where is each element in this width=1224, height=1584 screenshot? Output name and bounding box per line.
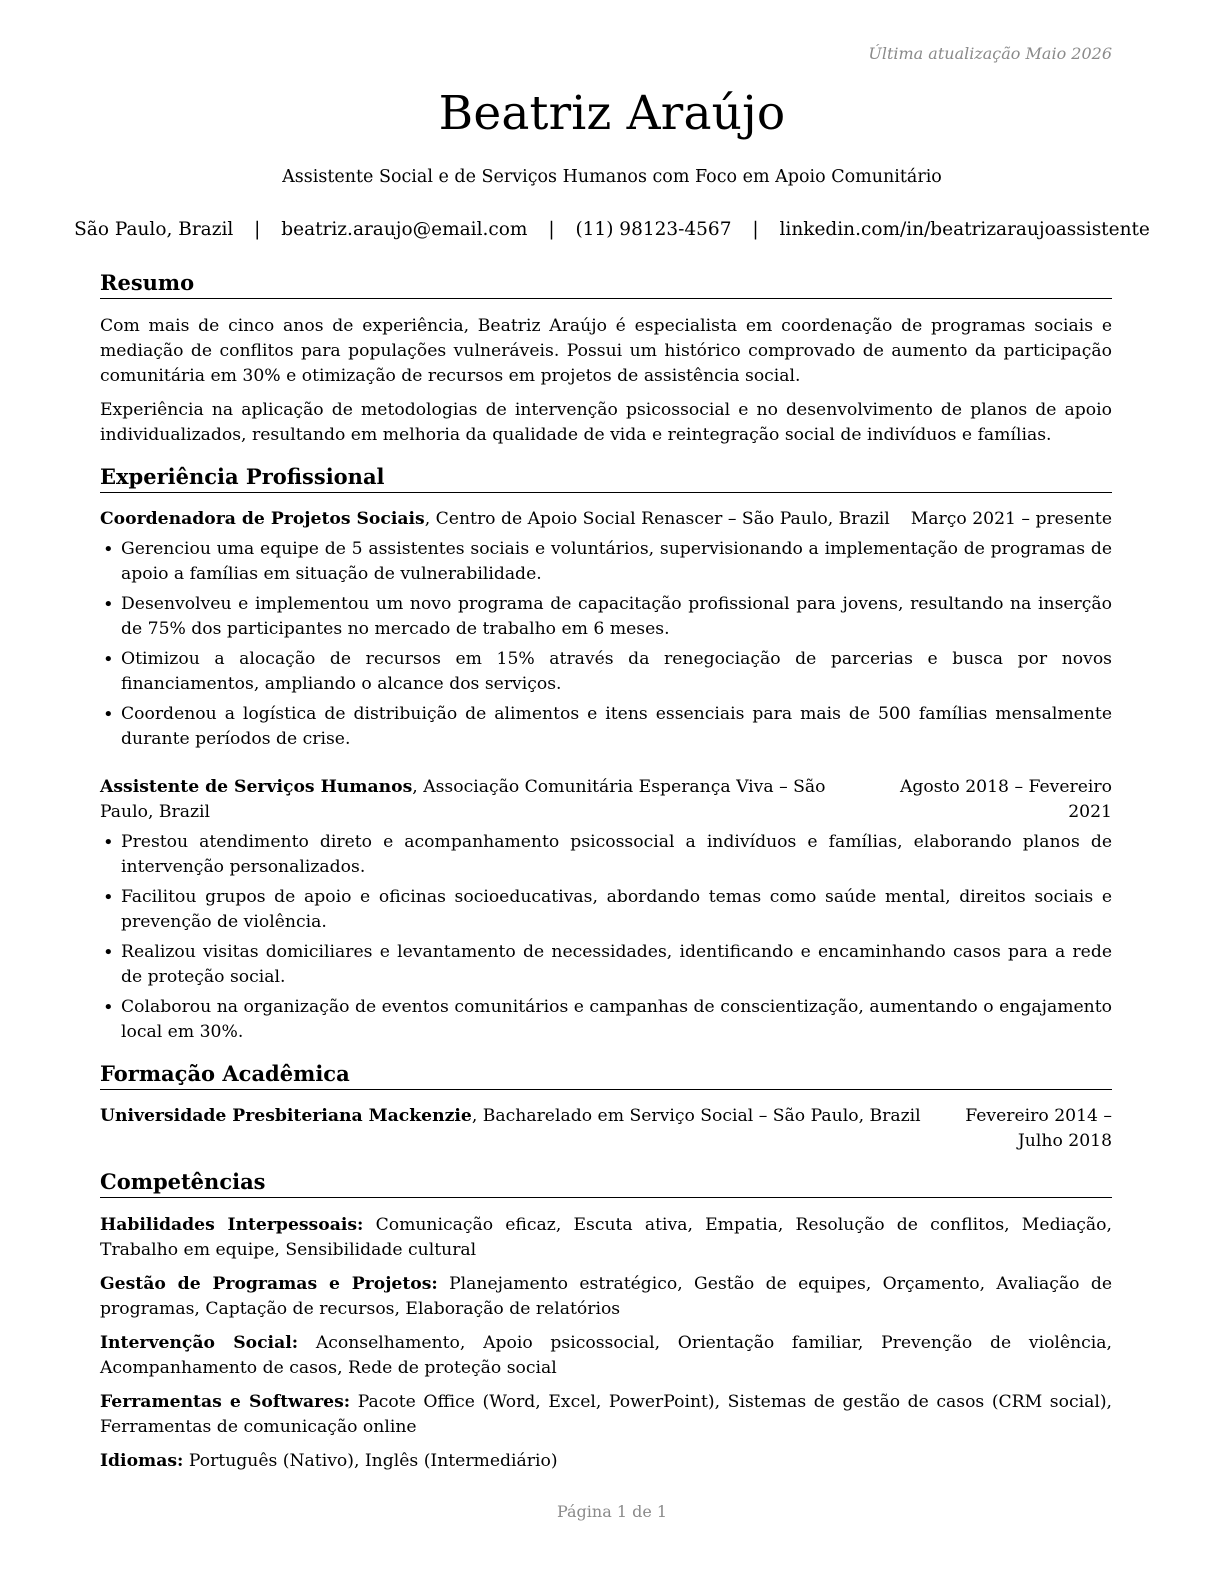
skill-text: Pacote Office (Word, Excel, PowerPoint), Sistemas de gestão de casos (CRM social), Ferramentas de comunicação online (100, 1392, 1112, 1437)
skill-group (100, 1449, 1112, 1474)
headline: Assistente Social e de Serviços Humanos com Foco em Apoio Comunitário (282, 167, 942, 187)
skill-label: Idiomas: (100, 1451, 184, 1471)
job-header (100, 775, 1112, 825)
job-dates: Agosto 2018 – Fevereiro 2021 (899, 777, 1112, 822)
section-title-skills: Competências (100, 1169, 1112, 1198)
list-item: • Otimizou a alocação de recursos em 15% através da renegociação de parcerias e busca por novos financiamentos, ampliando o alcance dos serviços. (100, 647, 1112, 697)
education-line (100, 1104, 921, 1154)
section-title-education: Formação Acadêmica (100, 1061, 1112, 1090)
list-item: • Desenvolveu e implementou um novo programa de capacitação profissional para jovens, resultando na inserção de 75% dos participantes no mercado de trabalho em 6 meses. (100, 592, 1112, 642)
job-role: Coordenadora de Projetos Sociais (100, 509, 425, 529)
contact-linkedin[interactable]: linkedin.com/in/beatrizaraujoassistente (779, 219, 1150, 240)
section-title-summary: Resumo (100, 270, 1112, 299)
contact-line (0, 219, 1224, 240)
job-bullets (100, 537, 1112, 757)
skill-label: Intervenção Social: (100, 1333, 299, 1353)
job-title-line (100, 507, 890, 532)
summary-paragraph: Com mais de cinco anos de experiência, Beatriz Araújo é especialista em coordenação de programas sociais e mediação de conflitos para populações vulneráveis. Possui um histórico comprovado de aumento da participação comunitária em 30% e otimização de recursos em projetos de assistência social. (100, 316, 1112, 386)
skill-text: Comunicação eficaz, Escuta ativa, Empatia, Resolução de conflitos, Mediação, Trabalho em equipe, Sensibilidade cultural (100, 1215, 1112, 1260)
education-dates: Fevereiro 2014 – Julho 2018 (965, 1106, 1112, 1151)
contact-email[interactable]: beatriz.araujo@email.com (281, 219, 528, 240)
skill-text: Aconselhamento, Apoio psicossocial, Orientação familiar, Prevenção de violência, Acompanhamento de casos, Rede de proteção social (100, 1333, 1112, 1378)
list-item: • Facilitou grupos de apoio e oficinas socioeducativas, abordando temas como saúde mental, direitos sociais e prevenção de violência. (100, 885, 1112, 935)
job-dates: Março 2021 – presente (910, 509, 1112, 529)
section-title-experience: Experiência Profissional (100, 464, 1112, 493)
contact-separator: | (254, 219, 261, 240)
candidate-name: Beatriz Araújo (438, 86, 786, 141)
skill-group (100, 1272, 1112, 1322)
job-org: , Centro de Apoio Social Renascer – São Paulo, Brazil (424, 509, 890, 529)
list-item: • Prestou atendimento direto e acompanhamento psicossocial a indivíduos e famílias, elaborando planos de intervenção personalizados. (100, 830, 1112, 880)
skill-label: Gestão de Programas e Projetos: (100, 1274, 438, 1294)
list-item: • Realizou visitas domiciliares e levantamento de necessidades, identificando e encaminhando casos para a rede de proteção social. (100, 940, 1112, 990)
job-title-line (100, 775, 875, 825)
contact-separator: | (752, 219, 759, 240)
skill-group (100, 1213, 1112, 1263)
contact-phone[interactable]: (11) 98123-4567 (575, 219, 732, 240)
list-item: • Coordenou a logística de distribuição de alimentos e itens essenciais para mais de 500 famílias mensalmente durante períodos de crise. (100, 702, 1112, 752)
job-org: , Associação Comunitária Esperança Viva – São Paulo, Brazil (100, 777, 826, 822)
list-item: • Gerenciou uma equipe de 5 assistentes sociais e voluntários, supervisionando a implementação de programas de apoio a famílias em situação de vulnerabilidade. (100, 537, 1112, 587)
education-degree: , Bacharelado em Serviço Social – São Paulo, Brazil (471, 1106, 921, 1126)
list-item: • Colaborou na organização de eventos comunitários e campanhas de conscientização, aumentando o engajamento local em 30%. (100, 995, 1112, 1045)
contact-location: São Paulo, Brazil (74, 219, 234, 240)
skill-group (100, 1390, 1112, 1440)
skill-label: Habilidades Interpessoais: (100, 1215, 364, 1235)
contact-separator: | (548, 219, 555, 240)
summary-paragraph: Experiência na aplicação de metodologias de intervenção psicossocial e no desenvolvimento de planos de apoio individualizados, resultando em melhoria da qualidade de vida e reintegração social de indivíduos e famílias. (100, 400, 1112, 445)
education-school: Universidade Presbiteriana Mackenzie (100, 1106, 472, 1126)
skill-group (100, 1331, 1112, 1381)
job-role: Assistente de Serviços Humanos (100, 777, 413, 797)
skill-label: Ferramentas e Softwares: (100, 1392, 351, 1412)
job-header (100, 507, 1112, 532)
skill-text: Planejamento estratégico, Gestão de equipes, Orçamento, Avaliação de programas, Captação de recursos, Elaboração de relatórios (100, 1274, 1113, 1319)
education-entry (100, 1104, 1112, 1154)
page-number: Página 1 de 1 (556, 1502, 668, 1521)
skill-text: Português (Nativo), Inglês (Intermediário) (183, 1451, 558, 1471)
last-updated: Última atualização Maio 2026 (868, 44, 1112, 63)
job-bullets (100, 830, 1112, 1050)
